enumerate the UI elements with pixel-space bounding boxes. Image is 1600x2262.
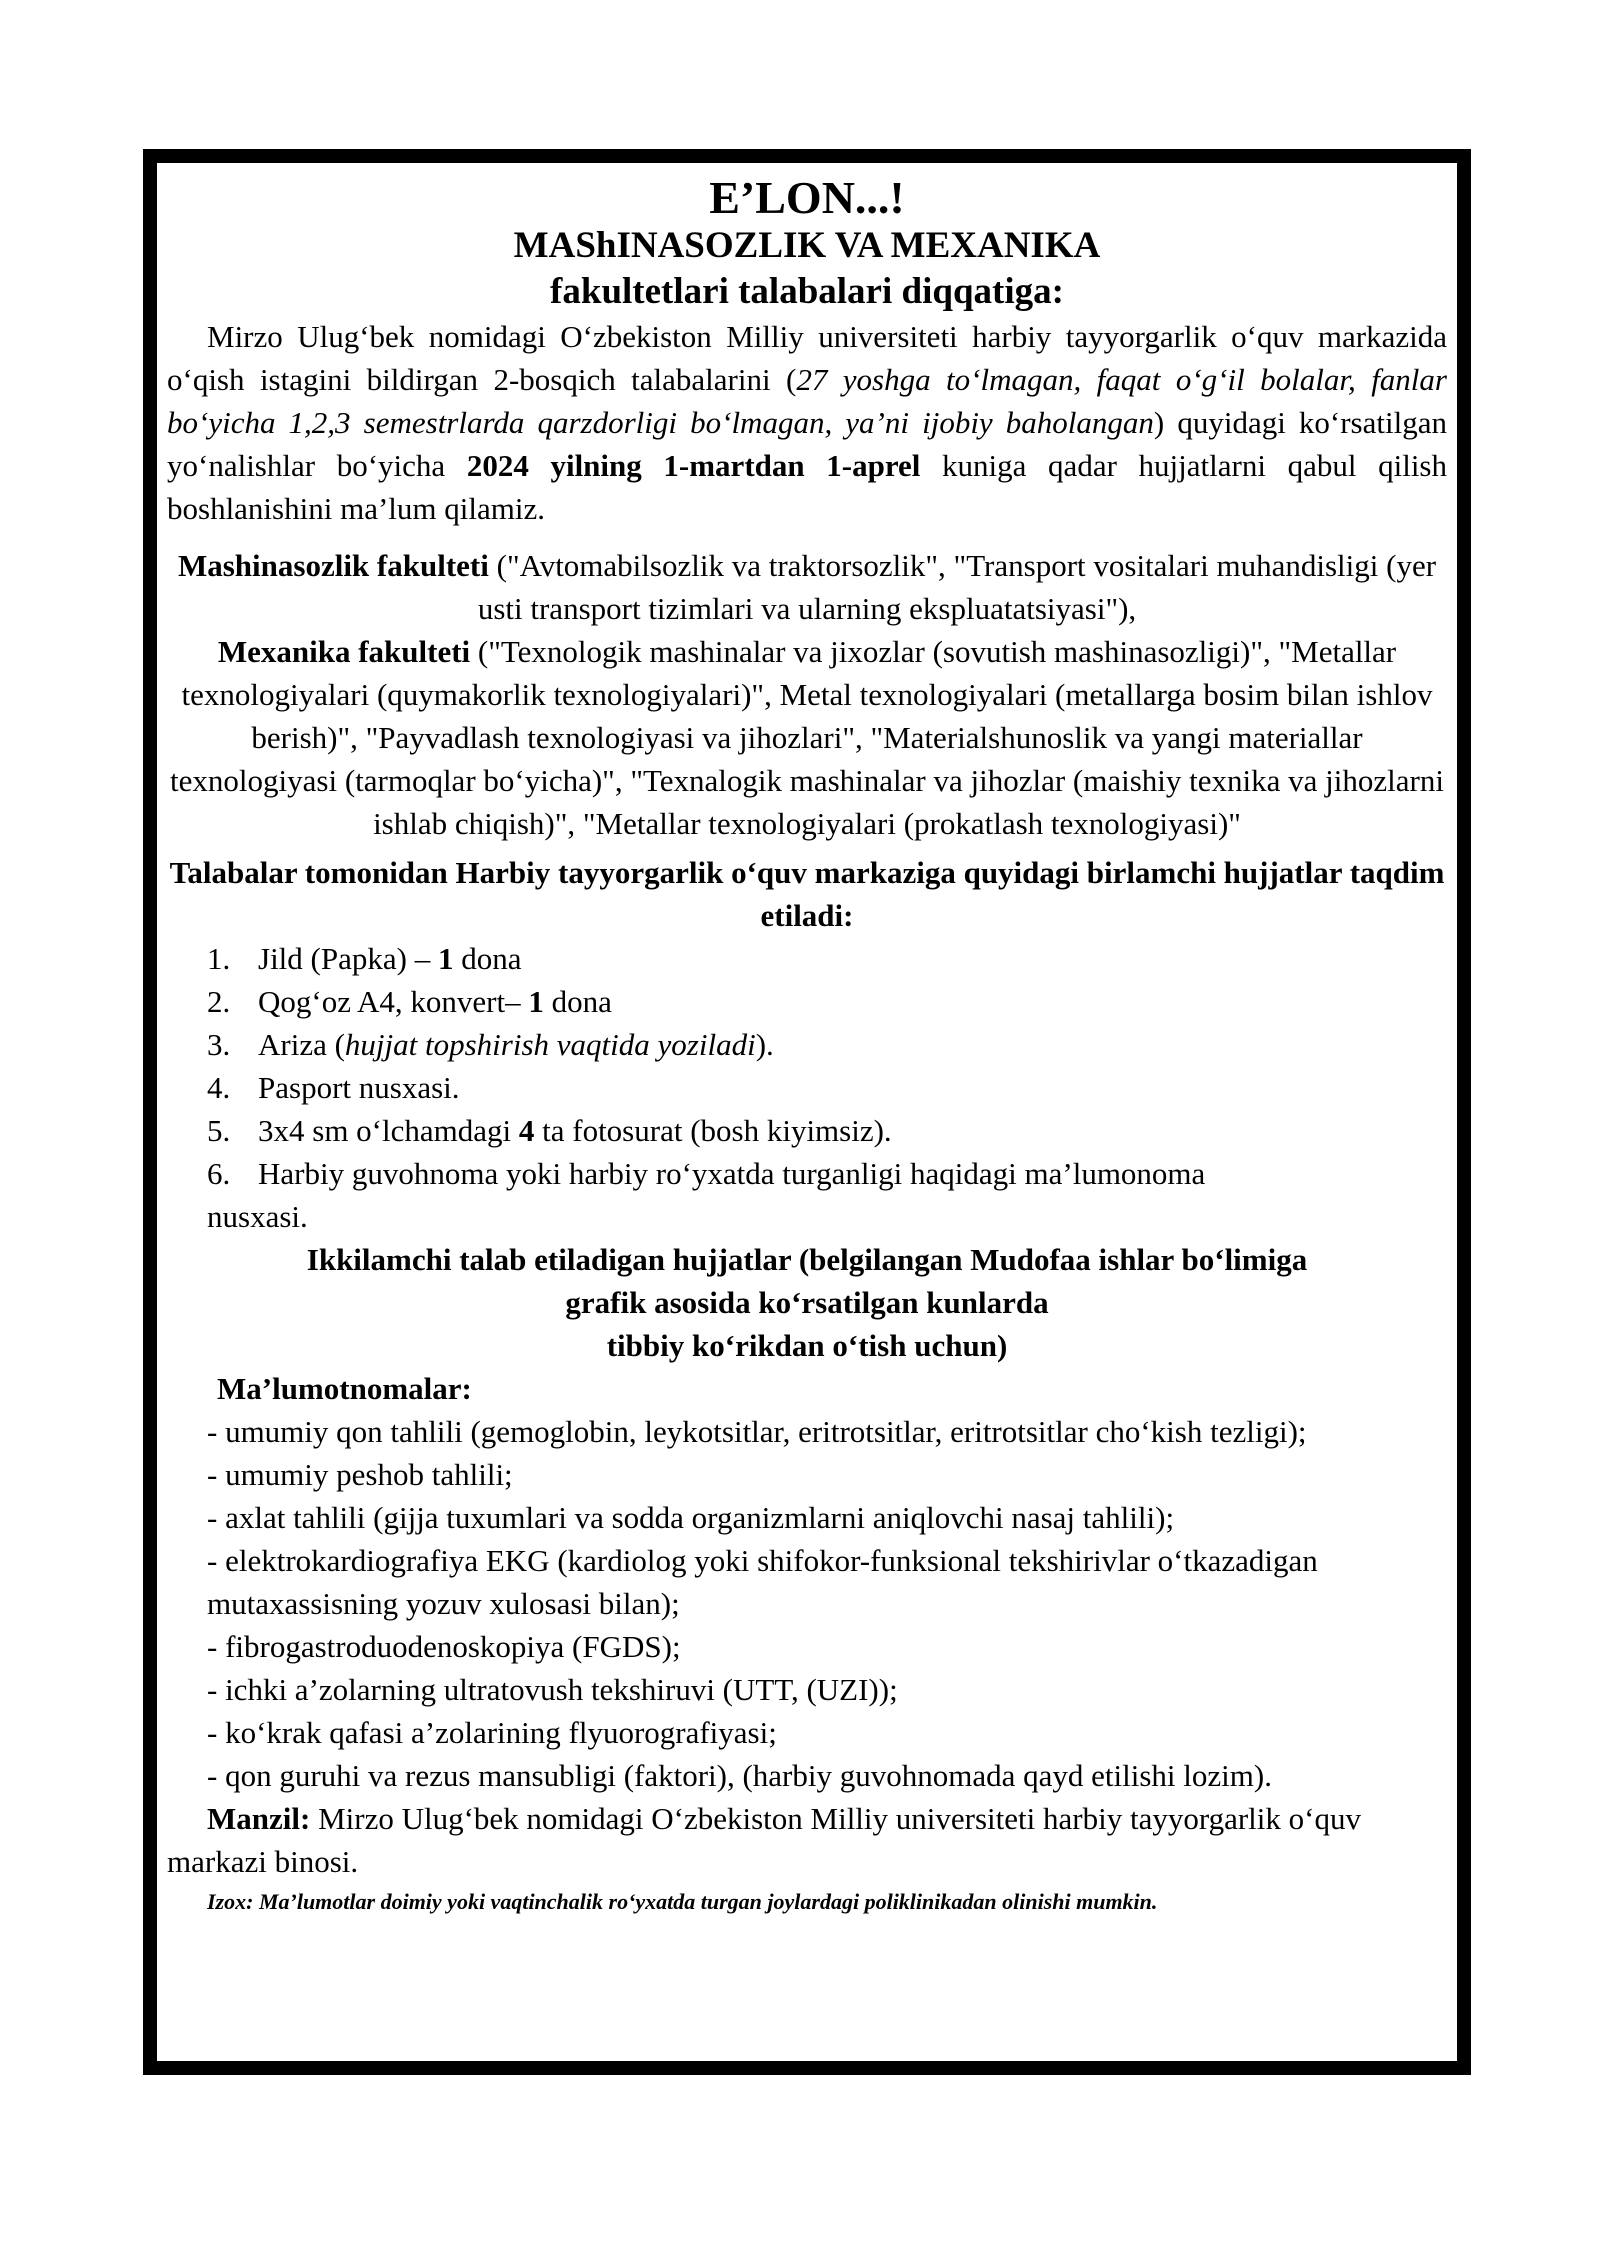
list-item-continuation: nusxasi. xyxy=(207,1199,308,1234)
notice-content xyxy=(167,173,1447,1917)
intro-paragraph xyxy=(167,315,1447,530)
intro-text-2: ) quyidagi ko‘rsatilgan yo‘nalishlar bo‘yicha xyxy=(167,405,1447,483)
primary-docs-list xyxy=(167,937,1447,1195)
item-text: 3x4 sm o‘lchamdagi xyxy=(258,1113,519,1148)
secondary-heading-line3: tibbiy ko‘rikdan o‘tish uchun) xyxy=(606,1328,1008,1363)
footnote: Izox: Ma’lumotlar doimiy yoki vaqtinchalik ro‘yxatda turgan joylardagi poliklinikadan olinishi mumkin. xyxy=(207,1889,1158,1914)
secondary-docs-heading xyxy=(167,1238,1447,1367)
intro-conditions: 27 yoshga to‘lmagan, faqat o‘g‘il bolalar, fanlar bo‘yicha 1,2,3 semestrlarda qarzdorligi bo‘lmagan, ya’ni ijobiy baholangan xyxy=(167,362,1447,440)
item-text-end: dona xyxy=(453,941,522,976)
item-italic: hujjat topshirish vaqtida yoziladi xyxy=(344,1027,756,1062)
list-item xyxy=(167,1066,1447,1109)
secondary-heading-line1: Ikkilamchi talab etiladigan hujjatlar (belgilangan Mudofaa ishlar bo‘limiga xyxy=(306,1242,1308,1277)
item-number: 6. xyxy=(207,1156,231,1191)
intro-text-3: kuniga qadar hujjatlarni qabul qilish boshlanishini ma’lum qilamiz. xyxy=(167,448,1447,526)
mex-directions: ("Texnologik mashinalar va jixozlar (sovutish mashinasozligi)", "Metallar texnologiyalari (quymakorlik texnologiyalari)", Metal texnologiyalari (metallarga bosim bilan ishlov berish)", "Payvadlash texnologiyasi va jihozlari", "Materialshunoslik va yangi materiallar texnologiyasi (tarmoqlar bo‘yicha)", "Texnalogik mashinalar va jihozlar (maishiy texnika va jihozlarni ishlab chiqish)", "Metallar texnologiyalari (prokatlash texnologiyasi)" xyxy=(170,634,1444,841)
item-bold: 1 xyxy=(528,984,544,1019)
intro-dates: 2024 yilning 1-martdan 1-aprel xyxy=(466,448,921,483)
faculty-heading: MAShINASOZLIK VA MEXANIKA xyxy=(513,225,1101,266)
list-item xyxy=(167,980,1447,1023)
list-item: - umumiy peshob tahlili; xyxy=(207,1457,513,1492)
list-item xyxy=(167,937,1447,980)
address-label: Manzil: xyxy=(207,1801,311,1836)
item-number: 5. xyxy=(207,1113,231,1148)
item-text: Jild (Papka) – xyxy=(258,941,438,976)
list-item: - fibrogastroduodenoskopiya (FGDS); xyxy=(207,1629,681,1664)
secondary-heading-line2: grafik asosida ko‘rsatilgan kunlarda xyxy=(565,1285,1049,1320)
item-text: Ariza ( xyxy=(258,1027,345,1062)
certificates-heading: Ma’lumotnomalar: xyxy=(217,1371,472,1406)
item-text-end: ta fotosurat (bosh kiyimsiz). xyxy=(534,1113,892,1148)
item-text: Harbiy guvohnoma yoki harbiy ro‘yxatda turganligi haqidagi ma’lumonoma xyxy=(258,1156,1206,1191)
mash-directions: ("Avtomabilsozlik va traktorsozlik", "Transport vositalari muhandisligi (yer usti transport tizimlari va ularning ekspluatatsiyasi"), xyxy=(477,548,1437,626)
item-text-end: dona xyxy=(543,984,612,1019)
item-number: 4. xyxy=(207,1070,231,1105)
item-number: 2. xyxy=(207,984,231,1019)
notice-title: E’LON...! xyxy=(709,172,905,223)
list-item xyxy=(167,1109,1447,1152)
list-item: - elektrokardiografiya EKG (kardiolog yoki shifokor-funksional tekshirivlar o‘tkazadigan mutaxassisning yozuv xulosasi bilan); xyxy=(207,1543,1318,1621)
address-text: Mirzo Ulug‘bek nomidagi O‘zbekiston Milliy universiteti harbiy tayyorgarlik o‘quv markazi binosi. xyxy=(167,1801,1361,1879)
item-number: 1. xyxy=(207,941,231,976)
item-bold: 4 xyxy=(518,1113,535,1148)
item-bold: 1 xyxy=(437,941,454,976)
primary-docs-heading: Talabalar tomonidan Harbiy tayyorgarlik o‘quv markaziga quyidagi birlamchi hujjatlar taqdim etiladi: xyxy=(169,855,1445,933)
list-item xyxy=(167,1023,1447,1066)
item-text: Pasport nusxasi. xyxy=(258,1070,460,1105)
faculty-subheading: fakultetlari talabalari diqqatiga: xyxy=(550,271,1064,312)
list-item: - ichki a’zolarning ultratovush tekshiruvi (UTT, (UZI)); xyxy=(207,1672,898,1707)
list-item: - umumiy qon tahlili (gemoglobin, leykotsitlar, eritrotsitlar, eritrotsitlar cho‘kish tezligi); xyxy=(207,1414,1307,1449)
mex-faculty-label: Mexanika fakulteti xyxy=(217,634,471,669)
list-item xyxy=(167,1152,1447,1195)
certificates-list xyxy=(167,1410,1447,1797)
address-paragraph xyxy=(167,1797,1447,1883)
item-text: Qog‘oz A4, konvert– xyxy=(258,984,529,1019)
list-item: - ko‘krak qafasi a’zolarining flyuorografiyasi; xyxy=(207,1715,777,1750)
item-number: 3. xyxy=(207,1027,231,1062)
list-item: - qon guruhi va rezus mansubligi (faktori), (harbiy guvohnomada qayd etilishi lozim). xyxy=(207,1758,1272,1793)
mash-faculty-label: Mashinasozlik fakulteti xyxy=(177,548,489,583)
intro-text-1: Mirzo Ulug‘bek nomidagi O‘zbekiston Milliy universiteti harbiy tayyorgarlik o‘quv markazida o‘qish istagini bildirgan 2-bosqich talabalarini ( xyxy=(167,319,1447,397)
item-text-end: ). xyxy=(755,1027,774,1062)
directions-paragraph xyxy=(167,544,1447,845)
list-item: - axlat tahlili (gijja tuxumlari va sodda organizmlarni aniqlovchi nasaj tahlili); xyxy=(207,1500,1175,1535)
